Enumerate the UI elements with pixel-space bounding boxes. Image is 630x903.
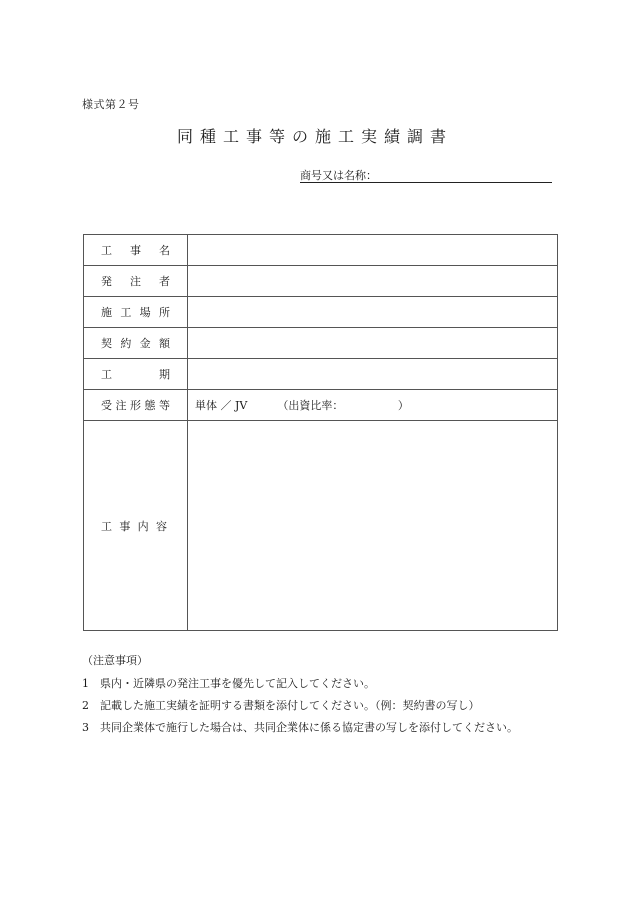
investment-ratio-close: ）: [397, 399, 409, 412]
notes-heading: （注意事項）: [82, 654, 148, 667]
label-character: 施: [101, 306, 112, 319]
label-character: 注: [130, 275, 141, 288]
label-character: 工: [101, 368, 112, 381]
construction-record-table: [83, 234, 558, 631]
row-label-text: [101, 366, 170, 382]
label-character: 注: [115, 399, 127, 412]
label-character: 金: [139, 337, 151, 350]
company-name-label: 商号又は名称：: [300, 169, 377, 182]
label-character: 発: [101, 275, 112, 288]
table-row: [84, 390, 558, 421]
value-period[interactable]: [188, 359, 558, 390]
note-item: [82, 697, 518, 713]
row-label-text: [101, 273, 170, 289]
label-character: 態: [144, 399, 156, 412]
row-label-text: [101, 397, 170, 413]
label-work-content: [84, 421, 188, 631]
note-text: 県内・近隣県の発注工事を優先して記入してください。: [100, 677, 375, 690]
value-project-name[interactable]: [188, 235, 558, 266]
label-character: 形: [130, 399, 141, 412]
label-client: [84, 266, 188, 297]
label-character: 内: [137, 519, 149, 533]
value-site[interactable]: [188, 297, 558, 328]
note-text: 共同企業体で施行した場合は、共同企業体に係る協定書の写しを添付してください。: [100, 721, 518, 734]
label-character: 名: [159, 244, 170, 257]
value-client[interactable]: [188, 266, 558, 297]
investment-ratio-label: （出資比率：: [277, 399, 338, 412]
label-contract-amount: [84, 328, 188, 359]
note-number: 3: [82, 721, 89, 734]
label-order-type: [84, 390, 188, 421]
label-character: 事: [119, 519, 131, 533]
table-row: [84, 328, 558, 359]
table-row: [84, 235, 558, 266]
label-character: 者: [159, 275, 170, 288]
row-label-text: [101, 518, 167, 534]
note-item: [82, 719, 518, 735]
table-row: [84, 421, 558, 631]
label-period: [84, 359, 188, 390]
value-work-content[interactable]: [188, 421, 558, 631]
label-project-name: [84, 235, 188, 266]
label-character: 約: [120, 337, 132, 350]
row-label-text: [101, 242, 170, 258]
label-character: 工: [120, 306, 132, 319]
label-character: 工: [101, 519, 112, 533]
note-number: 2: [82, 699, 89, 712]
label-character: 契: [101, 337, 112, 350]
label-character: 工: [101, 244, 112, 257]
note-number: 1: [82, 677, 89, 690]
label-character: 期: [159, 368, 170, 381]
note-text: 記載した施工実績を証明する書類を添付してください。（例：契約書の写し）: [100, 699, 480, 712]
label-character: 額: [158, 337, 170, 350]
company-name-field[interactable]: [300, 167, 552, 183]
label-character: 事: [130, 244, 141, 257]
label-character: 容: [155, 519, 167, 533]
document-title: 同種工事等の施工実績調書: [176, 127, 453, 146]
label-character: 所: [158, 306, 170, 319]
notes-section: [82, 652, 518, 741]
row-label-text: [101, 335, 170, 351]
label-character: 受: [101, 399, 112, 412]
value-contract-amount[interactable]: [188, 328, 558, 359]
value-order-type[interactable]: [188, 390, 558, 421]
label-character: 等: [159, 399, 170, 412]
form-number: 様式第２号: [82, 98, 140, 111]
row-label-text: [101, 304, 170, 320]
note-item: [82, 675, 518, 691]
table-row: [84, 297, 558, 328]
label-site: [84, 297, 188, 328]
table-row: [84, 359, 558, 390]
order-type-options: 単体 ／ JV: [195, 399, 248, 412]
label-character: 場: [139, 306, 151, 319]
table-row: [84, 266, 558, 297]
